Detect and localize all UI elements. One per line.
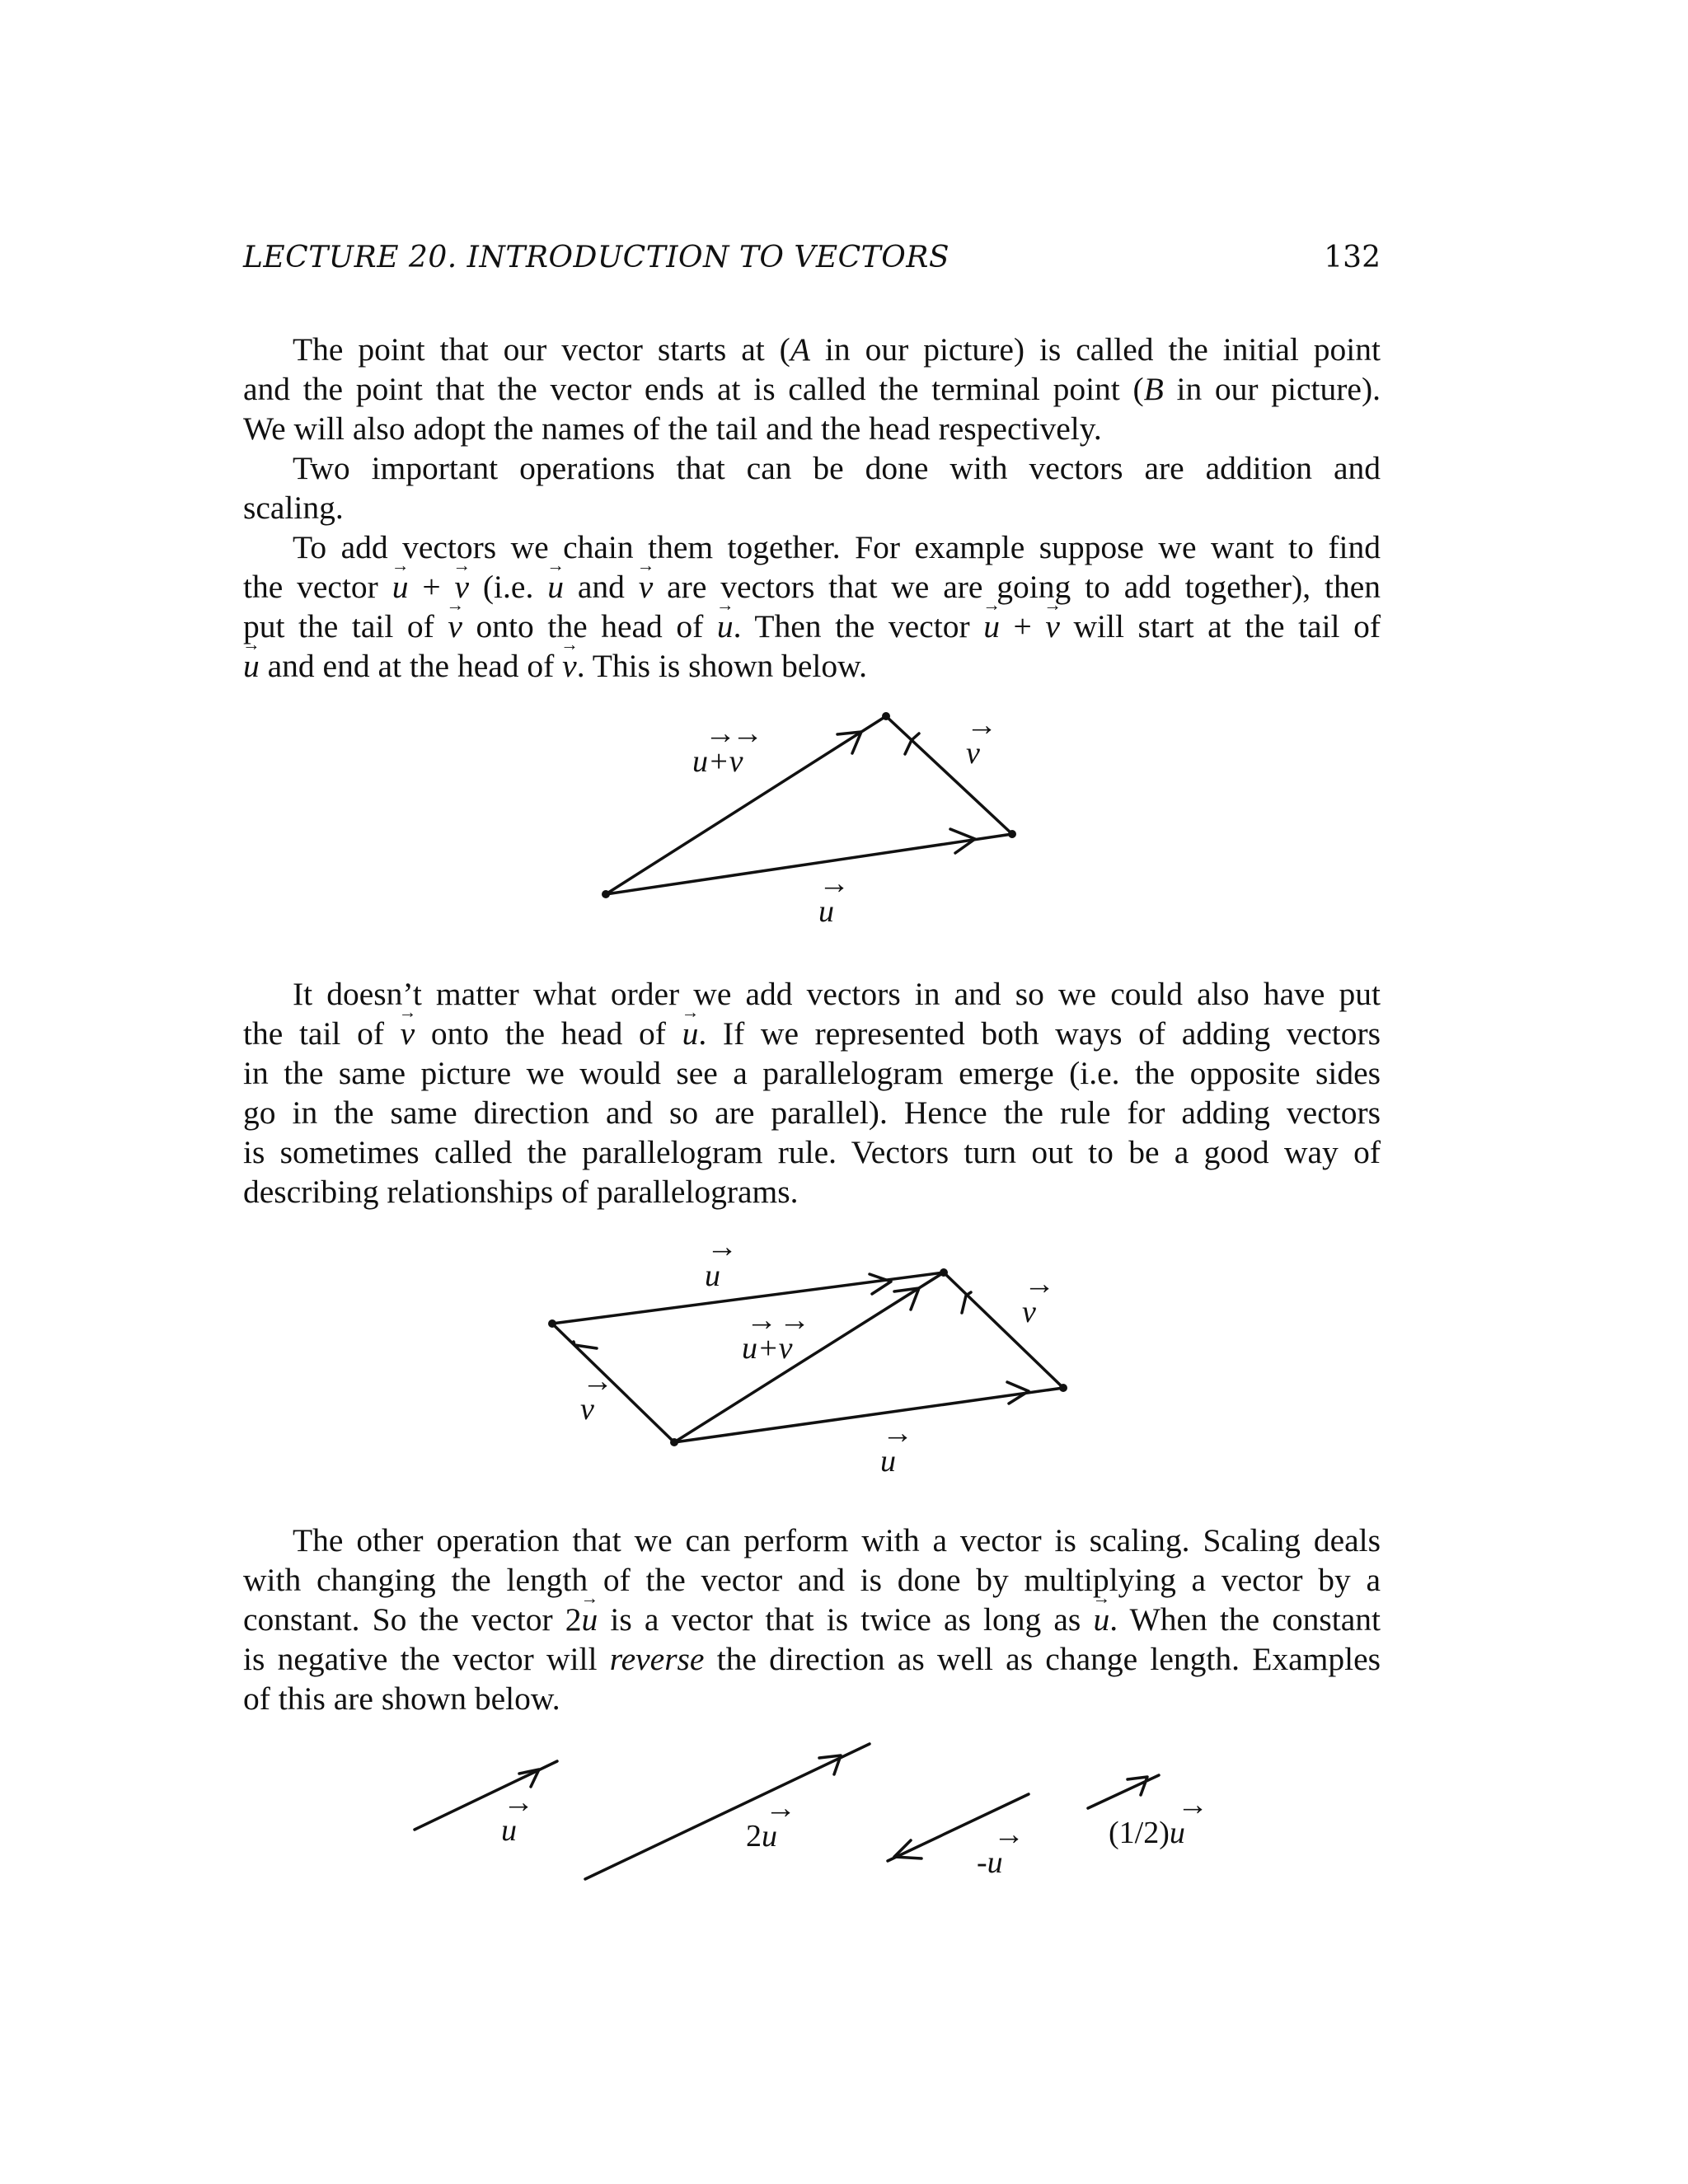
text-line: put the tail of → v onto the head of → u. Then the vector → u + → v will start at the tail of bbox=[243, 607, 1381, 646]
point-top-left bbox=[548, 1319, 556, 1328]
arrow-glyph-icon: → bbox=[732, 716, 763, 751]
svg-text:v: v bbox=[966, 736, 980, 771]
page-number: 132 bbox=[1324, 241, 1381, 274]
figure-scaling bbox=[0, 1731, 1688, 1912]
vector-half-u-line bbox=[1088, 1775, 1159, 1808]
vector-v-left-line bbox=[552, 1324, 674, 1442]
point-tail bbox=[602, 890, 610, 898]
paragraph-addition bbox=[243, 527, 1381, 686]
text-line: is sometimes called the parallelogram rule. Vectors turn out to be a good way of bbox=[243, 1134, 1381, 1170]
text-line: the vector → u + → v (i.e. → u and → v are vectors that we are going to add together), then bbox=[243, 567, 1381, 607]
paragraph-scaling bbox=[243, 1521, 1381, 1718]
text-line: with changing the length of the vector and is done by multiplying a vector by a bbox=[243, 1562, 1381, 1598]
svg-text:v: v bbox=[1022, 1295, 1036, 1329]
vector-2u-line bbox=[585, 1744, 870, 1879]
text-line: To add vectors we chain them together. For example suppose we want to find bbox=[293, 529, 1381, 565]
text-line: It doesn’t matter what order we add vectors in and so we could also have put bbox=[293, 976, 1381, 1012]
text-line: constant. So the vector 2→ u is a vector that is twice as long as → u. When the constant bbox=[243, 1600, 1381, 1639]
vector-u-bottom-line bbox=[674, 1388, 1063, 1442]
vector-v-right-arrowhead bbox=[962, 1292, 971, 1313]
figure-vector-addition-svg bbox=[0, 692, 1688, 940]
svg-text:u: u bbox=[705, 1258, 720, 1293]
arrow-glyph-icon: → bbox=[779, 1303, 810, 1338]
text-line: Two important operations that can be done with vectors are addition and bbox=[293, 450, 1381, 486]
arrow-glyph-icon: → bbox=[582, 1364, 613, 1399]
label-neg-u bbox=[977, 1817, 1025, 1880]
label-u-top bbox=[705, 1236, 738, 1293]
text-line: go in the same direction and so are parallel). Hence the rule for adding vectors bbox=[243, 1094, 1381, 1131]
label-half-u bbox=[1109, 1788, 1208, 1850]
figure-parallelogram bbox=[0, 1236, 1688, 1483]
figure-scaling-svg bbox=[0, 1731, 1688, 1912]
point-bottom-left bbox=[670, 1438, 678, 1446]
label-v-right bbox=[1022, 1267, 1055, 1329]
figure-parallelogram-svg bbox=[0, 1236, 1688, 1483]
vector-u-top-arrowhead bbox=[870, 1274, 891, 1294]
arrow-glyph-icon: → bbox=[1024, 1267, 1055, 1301]
vector-neg-u-arrowhead bbox=[894, 1840, 921, 1858]
label-u bbox=[818, 866, 850, 929]
label-u-plus-v bbox=[742, 1303, 810, 1366]
arrow-glyph-icon: → bbox=[1177, 1788, 1208, 1822]
arrow-glyph-icon: → bbox=[818, 866, 850, 901]
text-line: The point that our vector starts at (A in our picture) is called the initial point bbox=[293, 331, 1381, 368]
text-line: scaling. bbox=[243, 490, 344, 526]
text-line: the tail of → v onto the head of → u. If we represented both ways of adding vectors bbox=[243, 1014, 1381, 1053]
arrow-glyph-icon: → bbox=[993, 1817, 1025, 1852]
point-top-right bbox=[940, 1268, 948, 1277]
svg-text:u+v: u+v bbox=[692, 744, 743, 779]
text-line: and the point that the vector ends at is called the terminal point (B in our picture). bbox=[243, 371, 1381, 407]
svg-text:u: u bbox=[818, 894, 834, 929]
arrow-glyph-icon: → bbox=[765, 1791, 796, 1825]
point-bottom-right bbox=[1059, 1384, 1067, 1392]
svg-text:2u: 2u bbox=[746, 1819, 777, 1854]
arrow-glyph-icon: → bbox=[705, 716, 736, 751]
arrow-glyph-icon: → bbox=[746, 1303, 777, 1338]
svg-text:u: u bbox=[501, 1813, 517, 1848]
svg-text:u: u bbox=[880, 1444, 896, 1479]
text-line: → u and end at the head of → v. This is shown below. bbox=[243, 646, 1381, 686]
label-u bbox=[501, 1785, 534, 1848]
svg-text:(1/2)u: (1/2)u bbox=[1109, 1816, 1185, 1850]
arrow-glyph-icon: → bbox=[966, 708, 997, 743]
text-line: We will also adopt the names of the tail and the head respectively. bbox=[243, 410, 1102, 447]
text-line: describing relationships of parallelograms. bbox=[243, 1174, 799, 1210]
label-u-bottom bbox=[880, 1416, 913, 1479]
text-line: is negative the vector will reverse the direction as well as change length. Examples bbox=[243, 1641, 1381, 1677]
label-v-left bbox=[580, 1364, 613, 1427]
svg-text:-u: -u bbox=[977, 1845, 1003, 1880]
paragraph-parallelogram bbox=[243, 974, 1381, 1212]
paragraph-operations bbox=[243, 448, 1381, 527]
label-v bbox=[966, 708, 997, 771]
point-apex bbox=[882, 712, 890, 720]
point-head bbox=[1008, 830, 1016, 838]
arrow-glyph-icon: → bbox=[882, 1416, 913, 1451]
text-line: in the same picture we would see a parallelogram emerge (i.e. the opposite sides bbox=[243, 1055, 1381, 1091]
vector-u-line bbox=[606, 834, 1012, 894]
svg-text:u+v: u+v bbox=[742, 1331, 793, 1366]
figure-vector-addition bbox=[0, 692, 1688, 940]
text-line: of this are shown below. bbox=[243, 1680, 560, 1717]
running-header bbox=[243, 241, 1381, 284]
svg-text:v: v bbox=[580, 1392, 594, 1427]
paragraph-initial-terminal bbox=[243, 330, 1381, 448]
arrow-glyph-icon: → bbox=[503, 1785, 534, 1820]
running-title: LECTURE 20. INTRODUCTION TO VECTORS bbox=[243, 241, 950, 274]
label-u-plus-v bbox=[692, 716, 763, 779]
text-line: The other operation that we can perform with a vector is scaling. Scaling deals bbox=[293, 1522, 1381, 1558]
arrow-glyph-icon: → bbox=[706, 1236, 738, 1264]
